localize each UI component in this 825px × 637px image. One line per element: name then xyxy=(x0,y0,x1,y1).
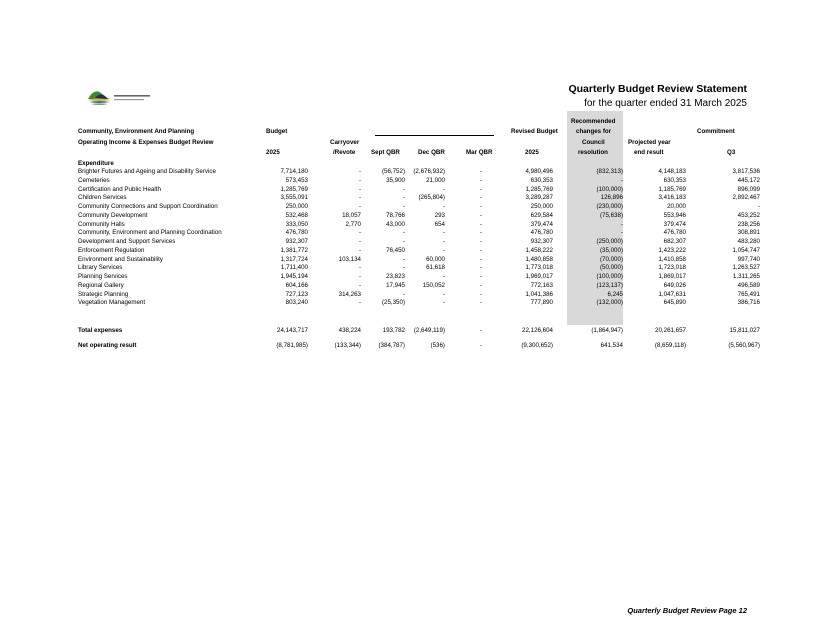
row-value: - xyxy=(358,168,361,175)
section-title: Community, Environment And Planning xyxy=(78,128,195,135)
table-row xyxy=(78,238,760,247)
row-value: 476,780 xyxy=(663,229,686,237)
row-value: 1,869,017 xyxy=(658,273,686,280)
row-value: - xyxy=(479,194,482,202)
row-value: - xyxy=(620,220,623,228)
row-value: - xyxy=(442,246,445,254)
row-label: Regional Gallery xyxy=(78,281,124,289)
row-value: - xyxy=(442,273,445,280)
row-value: 1,311,265 xyxy=(732,273,760,280)
total-value: (8,781,985) xyxy=(276,342,308,349)
row-value: (100,000) xyxy=(596,185,623,193)
row-value: 2,892,467 xyxy=(732,194,760,202)
row-value: - xyxy=(402,238,405,245)
expenditure-table xyxy=(78,168,760,308)
row-label: Community Connections and Support Coordination xyxy=(78,203,218,210)
row-value: 35,900 xyxy=(386,176,405,184)
row-value: 103,134 xyxy=(338,255,361,263)
row-value: - xyxy=(479,220,482,228)
total-value: 15,811,027 xyxy=(729,327,760,334)
total-expenses-row xyxy=(78,326,760,335)
row-value: 1,773,018 xyxy=(525,264,553,272)
row-value: - xyxy=(479,273,482,280)
recommended-header-2: changes for xyxy=(576,128,612,135)
row-value: 496,589 xyxy=(737,281,760,289)
table-row xyxy=(78,247,760,256)
total-value: 20,261,657 xyxy=(655,327,686,334)
row-value: (230,000) xyxy=(596,203,623,210)
table-row xyxy=(78,168,760,177)
row-value: 476,780 xyxy=(285,229,308,237)
row-value: - xyxy=(402,203,405,210)
row-value: 1,285,769 xyxy=(525,185,553,193)
row-value: - xyxy=(479,281,482,289)
row-value: - xyxy=(358,185,361,193)
row-value: 3,289,287 xyxy=(525,194,553,202)
total-value: (2,649,119) xyxy=(413,327,445,334)
row-value: 1,410,858 xyxy=(658,255,686,263)
row-value: 2,770 xyxy=(345,220,361,228)
row-value: 6,245 xyxy=(607,290,623,298)
row-value: 1,423,222 xyxy=(658,246,686,254)
row-label: Development and Support Services xyxy=(78,238,176,245)
row-label: Strategic Planning xyxy=(78,290,129,298)
row-value: - xyxy=(620,176,623,184)
section-subtitle: Operating Income & Expenses Budget Review xyxy=(78,139,214,146)
carryover-header: Carryover xyxy=(330,139,360,146)
row-value: - xyxy=(442,229,445,237)
table-row xyxy=(78,273,760,282)
row-value: - xyxy=(402,229,405,237)
row-value: 1,458,222 xyxy=(525,246,553,254)
row-value: - xyxy=(479,255,482,263)
row-value: 573,453 xyxy=(285,176,308,184)
total-value: - xyxy=(479,327,482,334)
row-value: (70,000) xyxy=(599,255,623,263)
row-value: - xyxy=(479,264,482,272)
dec-qbr-header: Dec QBR xyxy=(418,149,445,156)
row-value: 1,381,772 xyxy=(280,246,308,254)
row-value: 60,000 xyxy=(426,255,445,263)
row-value: 1,047,631 xyxy=(658,290,686,298)
recommended-header-4: resolution xyxy=(578,149,608,156)
row-value: 1,185,769 xyxy=(658,185,686,193)
row-value: 1,285,769 xyxy=(280,185,308,193)
row-value: 649,026 xyxy=(663,281,686,289)
row-value: - xyxy=(358,203,361,210)
total-value: (9,300,652) xyxy=(521,342,553,349)
row-value: (56,752) xyxy=(381,168,405,175)
row-value: 932,307 xyxy=(285,238,308,245)
row-value: 629,584 xyxy=(530,211,553,219)
projected-header-2: end result xyxy=(634,149,664,156)
total-value: 641,534 xyxy=(600,342,623,349)
row-value: 76,450 xyxy=(386,246,405,254)
row-value: 293 xyxy=(434,211,445,219)
mar-qbr-header: Mar QBR xyxy=(466,149,493,156)
report-title: Quarterly Budget Review Statement xyxy=(568,83,747,95)
row-value: 1,723,018 xyxy=(658,264,686,272)
row-value: - xyxy=(358,229,361,237)
row-value: 1,054,747 xyxy=(732,246,760,254)
row-value: (50,000) xyxy=(599,264,623,272)
row-value: 250,000 xyxy=(285,203,308,210)
revised-year-header: 2025 xyxy=(525,149,539,156)
budget-year-header: 2025 xyxy=(266,149,280,156)
row-value: - xyxy=(358,246,361,254)
row-value: 250,000 xyxy=(530,203,553,210)
row-value: - xyxy=(358,273,361,280)
table-row xyxy=(78,299,760,308)
budget-header: Budget xyxy=(266,128,288,135)
total-value: (1,864,947) xyxy=(591,327,623,334)
row-value: - xyxy=(358,194,361,202)
row-label: Enforcement Regulation xyxy=(78,246,145,254)
row-value: - xyxy=(358,238,361,245)
row-value: (265,804) xyxy=(418,194,445,202)
commitment-q3-header: Q3 xyxy=(727,149,736,156)
report-subtitle: for the quarter ended 31 March 2025 xyxy=(584,98,747,109)
total-value: (8,659,118) xyxy=(654,342,686,349)
row-value: 379,474 xyxy=(663,220,686,228)
table-row xyxy=(78,256,760,265)
row-label: Brighter Futures and Ageing and Disability Service xyxy=(78,168,216,175)
total-value: (5,560,967) xyxy=(728,342,760,349)
row-value: - xyxy=(479,168,482,175)
row-value: - xyxy=(479,176,482,184)
row-value: - xyxy=(757,203,760,210)
row-value: 4,980,496 xyxy=(525,168,553,175)
row-label: Community Halls xyxy=(78,220,125,228)
expenditure-label: Expenditure xyxy=(78,160,114,167)
row-value: 3,416,183 xyxy=(658,194,686,202)
row-value: - xyxy=(358,281,361,289)
row-label: Vegetation Management xyxy=(78,299,146,307)
row-value: 532,468 xyxy=(285,211,308,219)
total-value: 24,143,717 xyxy=(277,327,308,334)
row-value: 1,711,400 xyxy=(280,264,308,272)
row-value: - xyxy=(402,194,405,202)
total-label: Total expenses xyxy=(78,327,123,334)
row-value: 386,716 xyxy=(737,299,760,307)
total-value: (133,344) xyxy=(334,342,361,349)
row-value: 3,555,091 xyxy=(280,194,308,202)
row-value: - xyxy=(442,299,445,307)
row-label: Planning Services xyxy=(78,273,128,280)
row-value: 803,240 xyxy=(285,299,308,307)
row-value: 78,766 xyxy=(386,211,405,219)
row-value: 379,474 xyxy=(530,220,553,228)
row-value: - xyxy=(358,264,361,272)
row-label: Community Development xyxy=(78,211,148,219)
row-value: 1,317,724 xyxy=(280,255,308,263)
row-value: - xyxy=(479,299,482,307)
row-value: 777,890 xyxy=(530,299,553,307)
row-value: (832,313) xyxy=(596,168,623,175)
sept-qbr-header: Sept QBR xyxy=(371,149,400,156)
row-value: 3,817,536 xyxy=(732,168,760,175)
row-value: - xyxy=(402,290,405,298)
row-value: 476,780 xyxy=(530,229,553,237)
row-value: 553,946 xyxy=(663,211,686,219)
total-value: - xyxy=(479,342,482,349)
row-value: - xyxy=(402,255,405,263)
row-value: (35,000) xyxy=(599,246,623,254)
row-value: 630,353 xyxy=(663,176,686,184)
row-value: 654 xyxy=(434,220,445,228)
row-value: 1,041,386 xyxy=(525,290,553,298)
total-value: 22,126,604 xyxy=(522,327,553,334)
table-row xyxy=(78,212,760,221)
row-value: - xyxy=(402,185,405,193)
row-value: 7,714,180 xyxy=(280,168,308,175)
row-value: - xyxy=(479,246,482,254)
row-value: 682,307 xyxy=(663,238,686,245)
row-value: (100,000) xyxy=(596,273,623,280)
row-value: 18,057 xyxy=(342,211,361,219)
row-value: - xyxy=(402,264,405,272)
row-value: - xyxy=(479,290,482,298)
row-value: 21,000 xyxy=(426,176,445,184)
row-value: - xyxy=(358,176,361,184)
row-label: Environment and Sustainability xyxy=(78,255,163,263)
table-row xyxy=(78,177,760,186)
row-value: (250,000) xyxy=(596,238,623,245)
page-footer: Quarterly Budget Review Page 12 xyxy=(627,606,747,615)
row-value: - xyxy=(442,203,445,210)
row-value: 4,148,183 xyxy=(658,168,686,175)
row-value: 630,353 xyxy=(530,176,553,184)
council-logo xyxy=(86,84,156,108)
row-value: - xyxy=(442,185,445,193)
row-value: 20,000 xyxy=(667,203,686,210)
row-value: - xyxy=(620,229,623,237)
row-value: - xyxy=(479,238,482,245)
row-value: - xyxy=(358,299,361,307)
row-value: 645,890 xyxy=(663,299,686,307)
row-value: 604,166 xyxy=(285,281,308,289)
total-value: (536) xyxy=(430,342,445,349)
table-row xyxy=(78,229,760,238)
row-value: 1,480,858 xyxy=(525,255,553,263)
row-value: - xyxy=(479,203,482,210)
row-label: Children Services xyxy=(78,194,127,202)
row-value: 1,945,194 xyxy=(280,273,308,280)
row-value: 772,163 xyxy=(530,281,553,289)
row-label: Cemeteries xyxy=(78,176,110,184)
row-value: (75,638) xyxy=(599,211,623,219)
revote-header: /Revote xyxy=(333,149,356,156)
row-label: Library Services xyxy=(78,264,123,272)
table-row xyxy=(78,186,760,195)
qbr-header-rule xyxy=(375,135,494,136)
row-value: 150,052 xyxy=(422,281,445,289)
table-row xyxy=(78,203,760,212)
row-value: 238,256 xyxy=(737,220,760,228)
row-value: 727,123 xyxy=(285,290,308,298)
row-label: Community, Environment and Planning Coordination xyxy=(78,229,222,237)
row-value: 314,263 xyxy=(338,290,361,298)
row-value: - xyxy=(442,238,445,245)
row-value: (123,137) xyxy=(596,281,623,289)
commitment-header: Commitment xyxy=(697,128,735,135)
total-value: 193,782 xyxy=(382,327,405,334)
row-value: (25,350) xyxy=(381,299,405,307)
table-row xyxy=(78,282,760,291)
row-value: 333,050 xyxy=(285,220,308,228)
row-value: 1,263,527 xyxy=(732,264,760,272)
row-value: 61,618 xyxy=(426,264,445,272)
row-value: - xyxy=(479,185,482,193)
row-value: 1,969,017 xyxy=(525,273,553,280)
row-value: 126,896 xyxy=(600,194,623,202)
row-value: 308,891 xyxy=(737,229,760,237)
row-value: 932,307 xyxy=(530,238,553,245)
row-value: 483,280 xyxy=(737,238,760,245)
total-label: Net operating result xyxy=(78,342,137,349)
row-value: 23,823 xyxy=(386,273,405,280)
revised-budget-header: Revised Budget xyxy=(511,128,558,135)
total-value: (384,787) xyxy=(378,342,405,349)
row-value: 43,000 xyxy=(386,220,405,228)
table-row xyxy=(78,291,760,300)
table-row xyxy=(78,221,760,230)
row-value: 896,099 xyxy=(737,185,760,193)
projected-header-1: Projected year xyxy=(628,139,671,146)
table-row xyxy=(78,264,760,273)
row-value: - xyxy=(442,290,445,298)
row-value: 997,740 xyxy=(737,255,760,263)
row-value: - xyxy=(479,229,482,237)
table-row xyxy=(78,194,760,203)
row-value: 17,945 xyxy=(386,281,405,289)
row-value: - xyxy=(479,211,482,219)
row-value: 453,252 xyxy=(737,211,760,219)
recommended-header-3: Council xyxy=(582,139,605,146)
total-value: 438,224 xyxy=(338,327,361,334)
net-operating-result-row xyxy=(78,341,760,350)
row-value: (2,676,932) xyxy=(413,168,445,175)
row-label: Certification and Public Health xyxy=(78,185,161,193)
row-value: 445,172 xyxy=(737,176,760,184)
row-value: (132,000) xyxy=(596,299,623,307)
recommended-header-1: Recommended xyxy=(571,118,616,125)
row-value: 765,491 xyxy=(737,290,760,298)
